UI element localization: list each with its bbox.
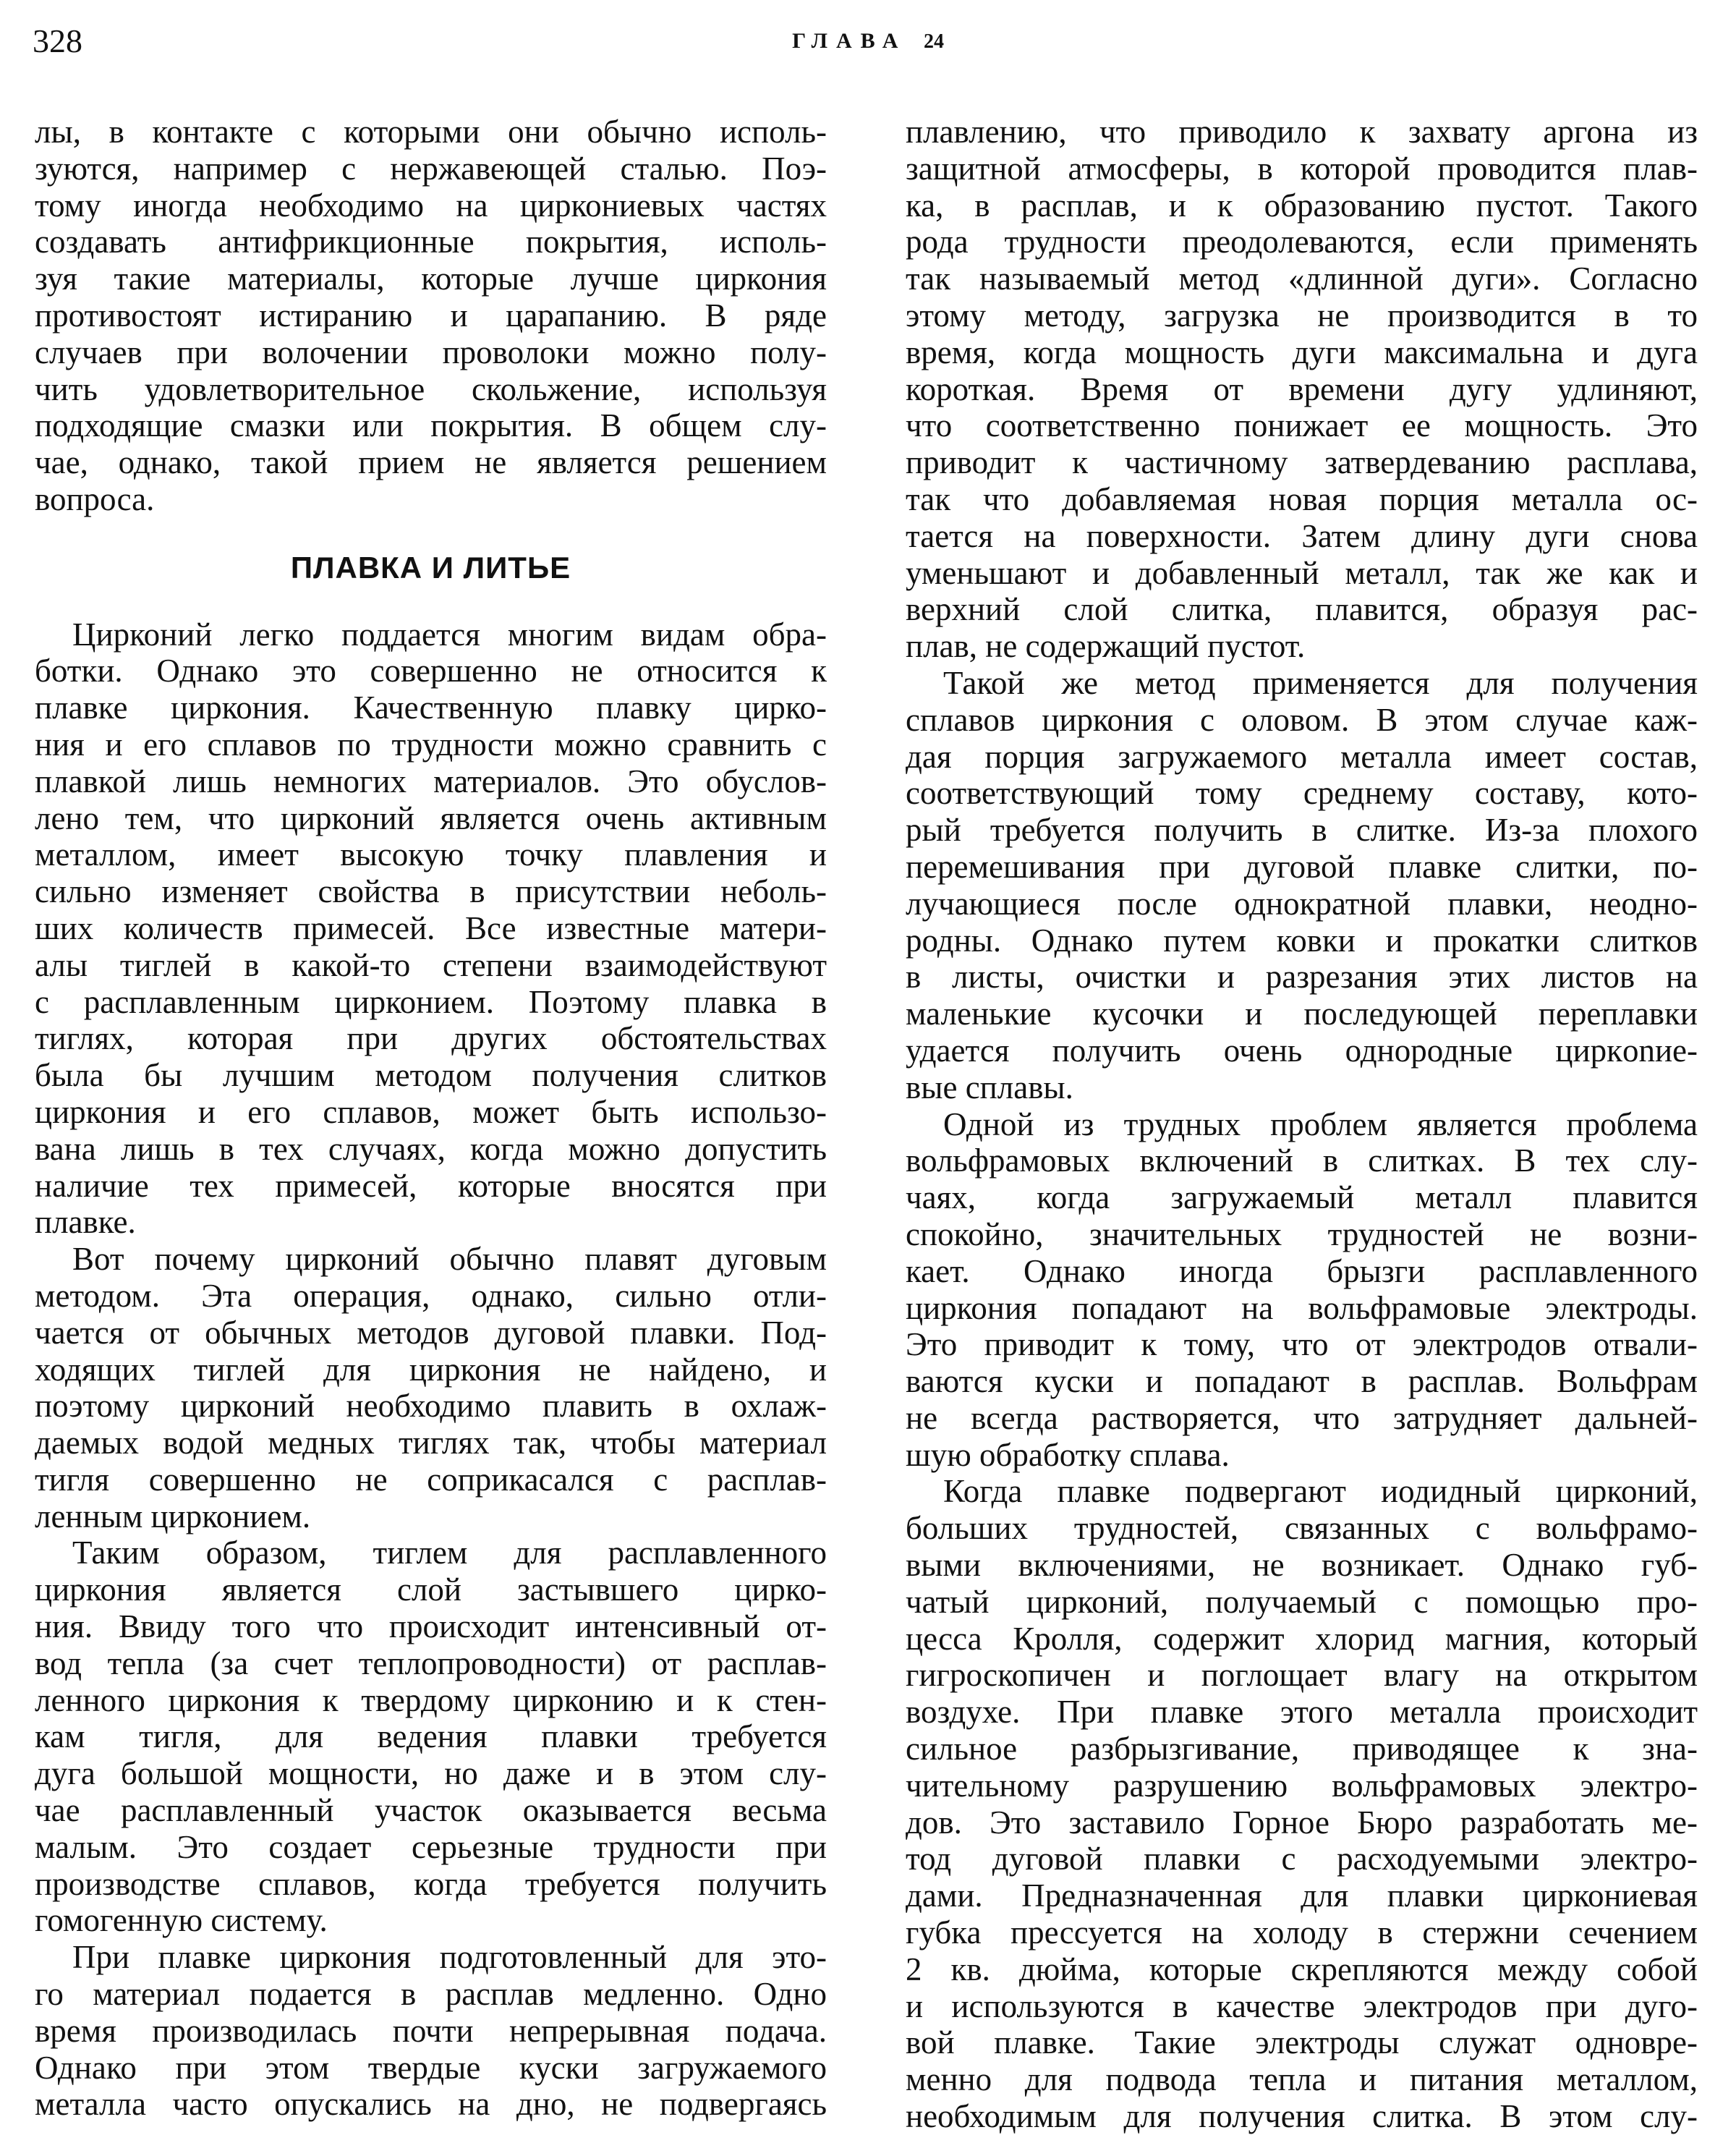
text-line: циркония и его сплавов, может быть использо-	[35, 1093, 827, 1130]
text-line: ваются куски и попадают в расплав. Вольфрам	[906, 1363, 1698, 1400]
text-line: плавке.	[35, 1204, 136, 1241]
text-line: Таким образом, тиглем для расплавленного	[72, 1535, 827, 1571]
text-line: ния и его сплавов по трудности можно сравнить с	[35, 726, 827, 763]
text-line: и используются в качестве электродов при дуго-	[906, 1987, 1698, 2024]
text-line: плавке циркония. Качественную плавку цирко-	[35, 689, 827, 726]
text-line: циркония является слой застывшего цирко-	[35, 1571, 827, 1608]
text-line: тиглях, которая при других обстоятельствах	[35, 1020, 827, 1057]
text-line: ленного циркония к твердому цирконию и к стен-	[35, 1681, 827, 1718]
paragraph	[35, 1241, 827, 1535]
text-line: циркония попадают на вольфрамовые электроды.	[906, 1289, 1698, 1326]
text-line: создавать антифрикционные покрытия, исполь-	[35, 224, 827, 260]
text-line: металлом, имеет высокую точку плавления и	[35, 836, 827, 873]
text-line: поэтому цирконий необходимо плавить в охлаж-	[35, 1388, 827, 1425]
text-line: малым. Это создает серьезные трудности при	[35, 1828, 827, 1865]
running-head-title: ГЛАВА	[792, 29, 907, 53]
text-line: вод тепла (за счет теплопроводности) от расплав-	[35, 1644, 827, 1681]
text-line: дами. Предназначенная для плавки циркониевая	[906, 1877, 1698, 1914]
text-line: ходящих тиглей для циркония не найдено, и	[35, 1351, 827, 1388]
running-head	[0, 29, 1736, 54]
text-line: необходимым для получения слитка. В этом слу-	[906, 2098, 1698, 2135]
text-line: зуются, например с нержавеющей сталью. Поэ-	[35, 150, 827, 187]
text-line: выми включениями, не возникает. Однако губ-	[906, 1547, 1698, 1584]
paragraph	[906, 1473, 1698, 2134]
text-line: Вот почему цирконий обычно плавят дуговым	[72, 1241, 827, 1278]
text-line: гигроскопичен и поглощает влагу на открытом	[906, 1657, 1698, 1694]
text-line: больших трудностей, связанных с вольфрамо-	[906, 1510, 1698, 1547]
text-line: вольфрамовых включений в слитках. В тех слу-	[906, 1142, 1698, 1179]
text-line: вопроса.	[35, 480, 155, 517]
text-line: даемых водой медных тиглях так, чтобы материал	[35, 1425, 827, 1461]
paragraph	[906, 1106, 1698, 1474]
text-line: плавкой лишь немногих материалов. Это обуслов-	[35, 763, 827, 799]
text-line: чае расплавленный участок оказывается весьма	[35, 1792, 827, 1829]
text-line: наличие тех примесей, которые вносятся при	[35, 1167, 827, 1204]
text-line: лучающиеся после однократной плавки, неодно-	[906, 885, 1698, 922]
text-line: с расплавленным цирконием. Поэтому плавка в	[35, 983, 827, 1020]
text-line: го материал подается в расплав медленно. Одно	[35, 1976, 827, 2013]
text-line: менно для подвода тепла и питания металлом,	[906, 2061, 1698, 2098]
text-line: рода трудности преодолеваются, если применять	[906, 224, 1698, 260]
text-line: губка прессуется на холоду в стержни сечением	[906, 1914, 1698, 1951]
text-line: так называемый метод «длинной дуги». Согласно	[906, 260, 1698, 297]
text-line: ботки. Однако это совершенно не относится к	[35, 653, 827, 689]
text-line: ка, в расплав, и к образованию пустот. Такого	[906, 187, 1698, 224]
text-line: ших количеств примесей. Все известные матери-	[35, 909, 827, 946]
text-line: плавлению, что приводило к захвату аргона из	[906, 114, 1698, 150]
text-line: тому иногда необходимо на циркониевых частях	[35, 187, 827, 224]
text-line: тигля совершенно не соприкасался с расплав-	[35, 1461, 827, 1498]
text-line: алы тиглей в какой-то степени взаимодействуют	[35, 946, 827, 983]
text-line: рый требуется получить в слитке. Из-за плохого	[906, 812, 1698, 849]
text-line: вые сплавы.	[906, 1069, 1073, 1105]
text-line: кает. Однако иногда брызги расплавленного	[906, 1252, 1698, 1289]
paragraph	[906, 665, 1698, 1106]
text-line: этому методу, загрузка не производится в то	[906, 297, 1698, 334]
text-line: сильно изменяет свойства в присутствии неболь-	[35, 873, 827, 910]
text-line: тод дуговой плавки с расходуемыми электро-	[906, 1841, 1698, 1877]
paragraph	[35, 1939, 827, 2123]
text-line: чатый цирконий, получаемый с помощью про-	[906, 1583, 1698, 1620]
text-line: лы, в контакте с которыми они обычно исполь-	[35, 114, 827, 150]
paragraph	[35, 1535, 827, 1939]
right-text-column	[906, 114, 1698, 2135]
text-line: так что добавляемая новая порция металла ос-	[906, 480, 1698, 517]
section-heading: ПЛАВКА И ЛИТЬЕ	[290, 550, 571, 585]
text-line: ленным цирконием.	[35, 1498, 311, 1535]
text-line: производстве сплавов, когда требуется получить	[35, 1865, 827, 1902]
text-line: короткая. Время от времени дугу удлиняют,	[906, 370, 1698, 407]
text-line: зуя такие материалы, которые лучше циркония	[35, 260, 827, 297]
text-line: защитной атмосферы, в которой проводится плав-	[906, 150, 1698, 187]
text-line: цесса Кролля, содержит хлорид магния, который	[906, 1620, 1698, 1657]
text-line: ния. Ввиду того что происходит интенсивный от-	[35, 1608, 827, 1645]
text-line: чаях, когда загружаемый металл плавится	[906, 1179, 1698, 1216]
text-line: вана лишь в тех случаях, когда можно допустить	[35, 1130, 827, 1167]
text-line: соответствующий тому среднему составу, кото-	[906, 775, 1698, 812]
text-line: не всегда растворяется, что затрудняет дальней-	[906, 1399, 1698, 1436]
text-line: родны. Однако путем ковки и прокатки слитков	[906, 922, 1698, 959]
text-line: перемешивания при дуговой плавке слитки, по-	[906, 848, 1698, 885]
text-line: Это приводит к тому, что от электродов отвали-	[906, 1326, 1698, 1363]
text-line: удается получить очень однородные циркonие-	[906, 1032, 1698, 1069]
text-line: верхний слой слитка, плавится, образуя рас-	[906, 591, 1698, 628]
text-line: в листы, очистки и разрезания этих листов на	[906, 959, 1698, 996]
text-line: воздухе. При плавке этого металла происходит	[906, 1694, 1698, 1731]
text-line: время, когда мощность дуги максимальна и дуга	[906, 334, 1698, 370]
text-line: чается от обычных методов дуговой плавки. Под-	[35, 1314, 827, 1351]
text-line: дов. Это заставило Горное Бюро разработать ме-	[906, 1804, 1698, 1841]
text-line: Однако при этом твердые куски загружаемого	[35, 2049, 827, 2086]
text-line: сплавов циркония с оловом. В этом случае каж-	[906, 701, 1698, 738]
text-line: шую обработку сплава.	[906, 1436, 1230, 1473]
text-line: Цирконий легко поддается многим видам обра-	[72, 616, 827, 653]
text-line: вой плавке. Такие электроды служат одновре-	[906, 2024, 1698, 2061]
text-line: случаев при волочении проволоки можно полу-	[35, 334, 827, 370]
chapter-number: 24	[923, 30, 944, 53]
text-line: противостоят истиранию и царапанию. В ряде	[35, 297, 827, 334]
left-text-column	[35, 114, 827, 2123]
text-line: методом. Эта операция, однако, сильно отли-	[35, 1277, 827, 1314]
text-line: тается на поверхности. Затем длину дуги снова	[906, 517, 1698, 554]
page-number: 328	[33, 22, 82, 59]
text-line: 2 кв. дюйма, которые скрепляются между собой	[906, 1951, 1698, 1987]
text-line: время производилась почти непрерывная подача.	[35, 2012, 827, 2049]
text-line: чить удовлетворительное скольжение, используя	[35, 370, 827, 407]
text-line: гомогенную систему.	[35, 1902, 328, 1939]
paragraph	[906, 114, 1698, 665]
text-line: металла часто опускались на дно, не подвергаясь	[35, 2086, 827, 2123]
paragraph	[35, 114, 827, 518]
text-line: Одной из трудных проблем является проблема	[943, 1105, 1698, 1142]
text-line: что соответственно понижает ее мощность. Это	[906, 407, 1698, 444]
text-line: кам тигля, для ведения плавки требуется	[35, 1718, 827, 1755]
text-line: чительному разрушению вольфрамовых электро-	[906, 1767, 1698, 1804]
text-line: чае, однако, такой прием не является решением	[35, 444, 827, 481]
text-line: маленькие кусочки и последующей переплавки	[906, 996, 1698, 1032]
text-line: Такой же метод применяется для получения	[943, 664, 1698, 701]
text-line: плав, не содержащий пустот.	[906, 628, 1306, 665]
text-line: лено тем, что цирконий является очень активным	[35, 799, 827, 836]
text-line: подходящие смазки или покрытия. В общем слу-	[35, 407, 827, 444]
text-line: уменьшают и добавленный металл, так же как и	[906, 554, 1698, 591]
text-line: дая порция загружаемого металла имеет состав,	[906, 738, 1698, 775]
text-line: сильное разбрызгивание, приводящее к зна-	[906, 1731, 1698, 1767]
paragraph	[35, 616, 827, 1241]
text-line: спокойно, значительных трудностей не возни-	[906, 1215, 1698, 1252]
text-line: дуга большой мощности, но даже и в этом слу-	[35, 1755, 827, 1792]
text-line: При плавке циркония подготовленный для это-	[72, 1939, 827, 1976]
text-line: была бы лучшим методом получения слитков	[35, 1057, 827, 1094]
text-line: приводит к частичному затвердеванию расплава,	[906, 444, 1698, 481]
text-line: Когда плавке подвергают иодидный цирконий,	[943, 1473, 1698, 1510]
